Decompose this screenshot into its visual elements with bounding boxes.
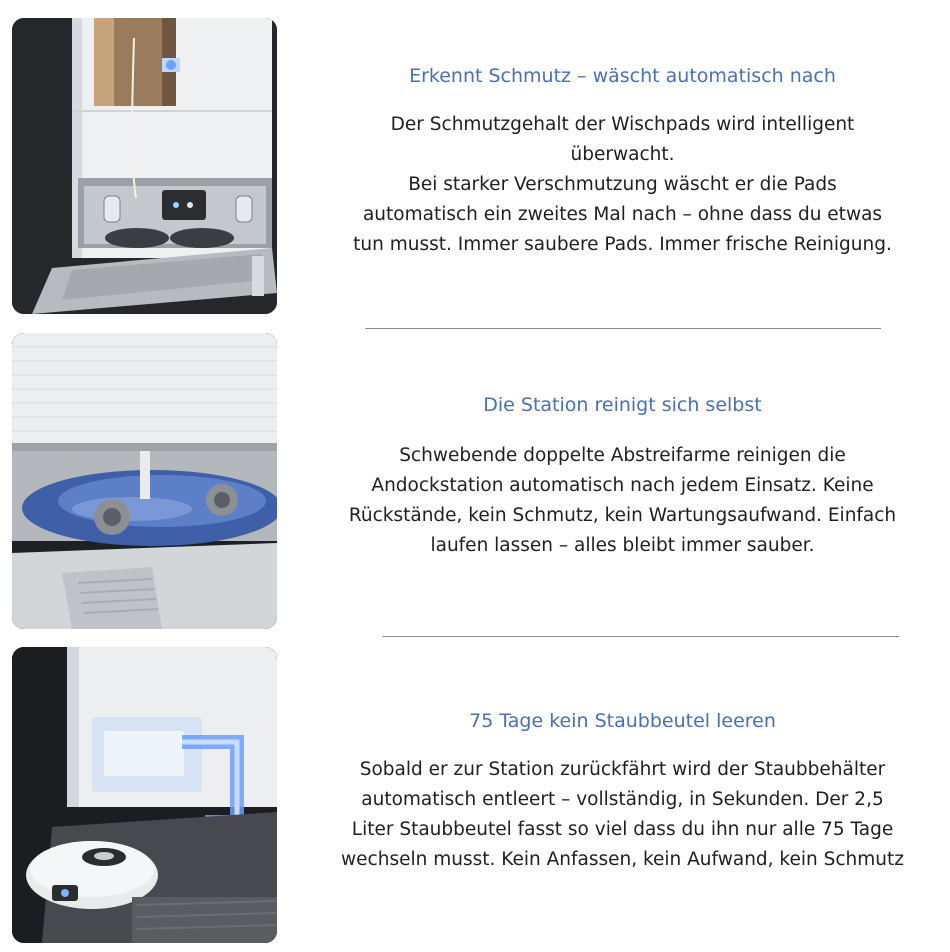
station-basin-photo [12, 333, 277, 629]
section-1-heading: Erkennt Schmutz – wäscht automatisch nach [409, 65, 836, 87]
section-3-line: automatisch entleert – vollständig, in Sekunden. Der 2,5 [361, 789, 884, 810]
section-3-line: Liter Staubbeutel fasst so viel dass du ihn nur alle 75 Tage [351, 819, 894, 840]
section-1-body [300, 110, 945, 260]
section-2-body [300, 441, 945, 561]
section-2-text [300, 393, 945, 561]
robot-dust-bag-photo [12, 647, 277, 943]
section-3-line: Sobald er zur Station zurückfährt wird der Staubbehälter [359, 759, 886, 780]
section-2-line: Schwebende doppelte Abstreifarme reinigen die [399, 445, 846, 466]
section-3-body [300, 755, 945, 875]
section-1-text [300, 64, 945, 260]
section-2-heading: Die Station reinigt sich selbst [483, 394, 762, 416]
section-1-line: Bei starker Verschmutzung wäscht er die Pads [408, 174, 837, 195]
section-1-line: überwacht. [570, 144, 675, 165]
section-1-line: automatisch ein zweites Mal nach – ohne dass du etwas [362, 204, 883, 225]
section-2-line: Rückstände, kein Schmutz, kein Wartungsaufwand. Einfach [348, 505, 897, 526]
section-3-heading: 75 Tage kein Staubbeutel leeren [469, 710, 776, 732]
section-3-line: wechseln musst. Kein Anfassen, kein Aufwand, kein Schmutz [341, 849, 904, 870]
section-divider [383, 636, 899, 637]
section-2-line: laufen lassen – alles bleibt immer sauber. [430, 535, 815, 556]
section-1-line: Der Schmutzgehalt der Wischpads wird intelligent [390, 114, 855, 135]
station-wash-photo [12, 18, 277, 314]
section-2-line: Andockstation automatisch nach jedem Einsatz. Keine [371, 475, 874, 496]
section-divider [365, 328, 881, 329]
section-1-line: tun musst. Immer saubere Pads. Immer frische Reinigung. [353, 234, 892, 255]
section-3-text [300, 709, 945, 875]
